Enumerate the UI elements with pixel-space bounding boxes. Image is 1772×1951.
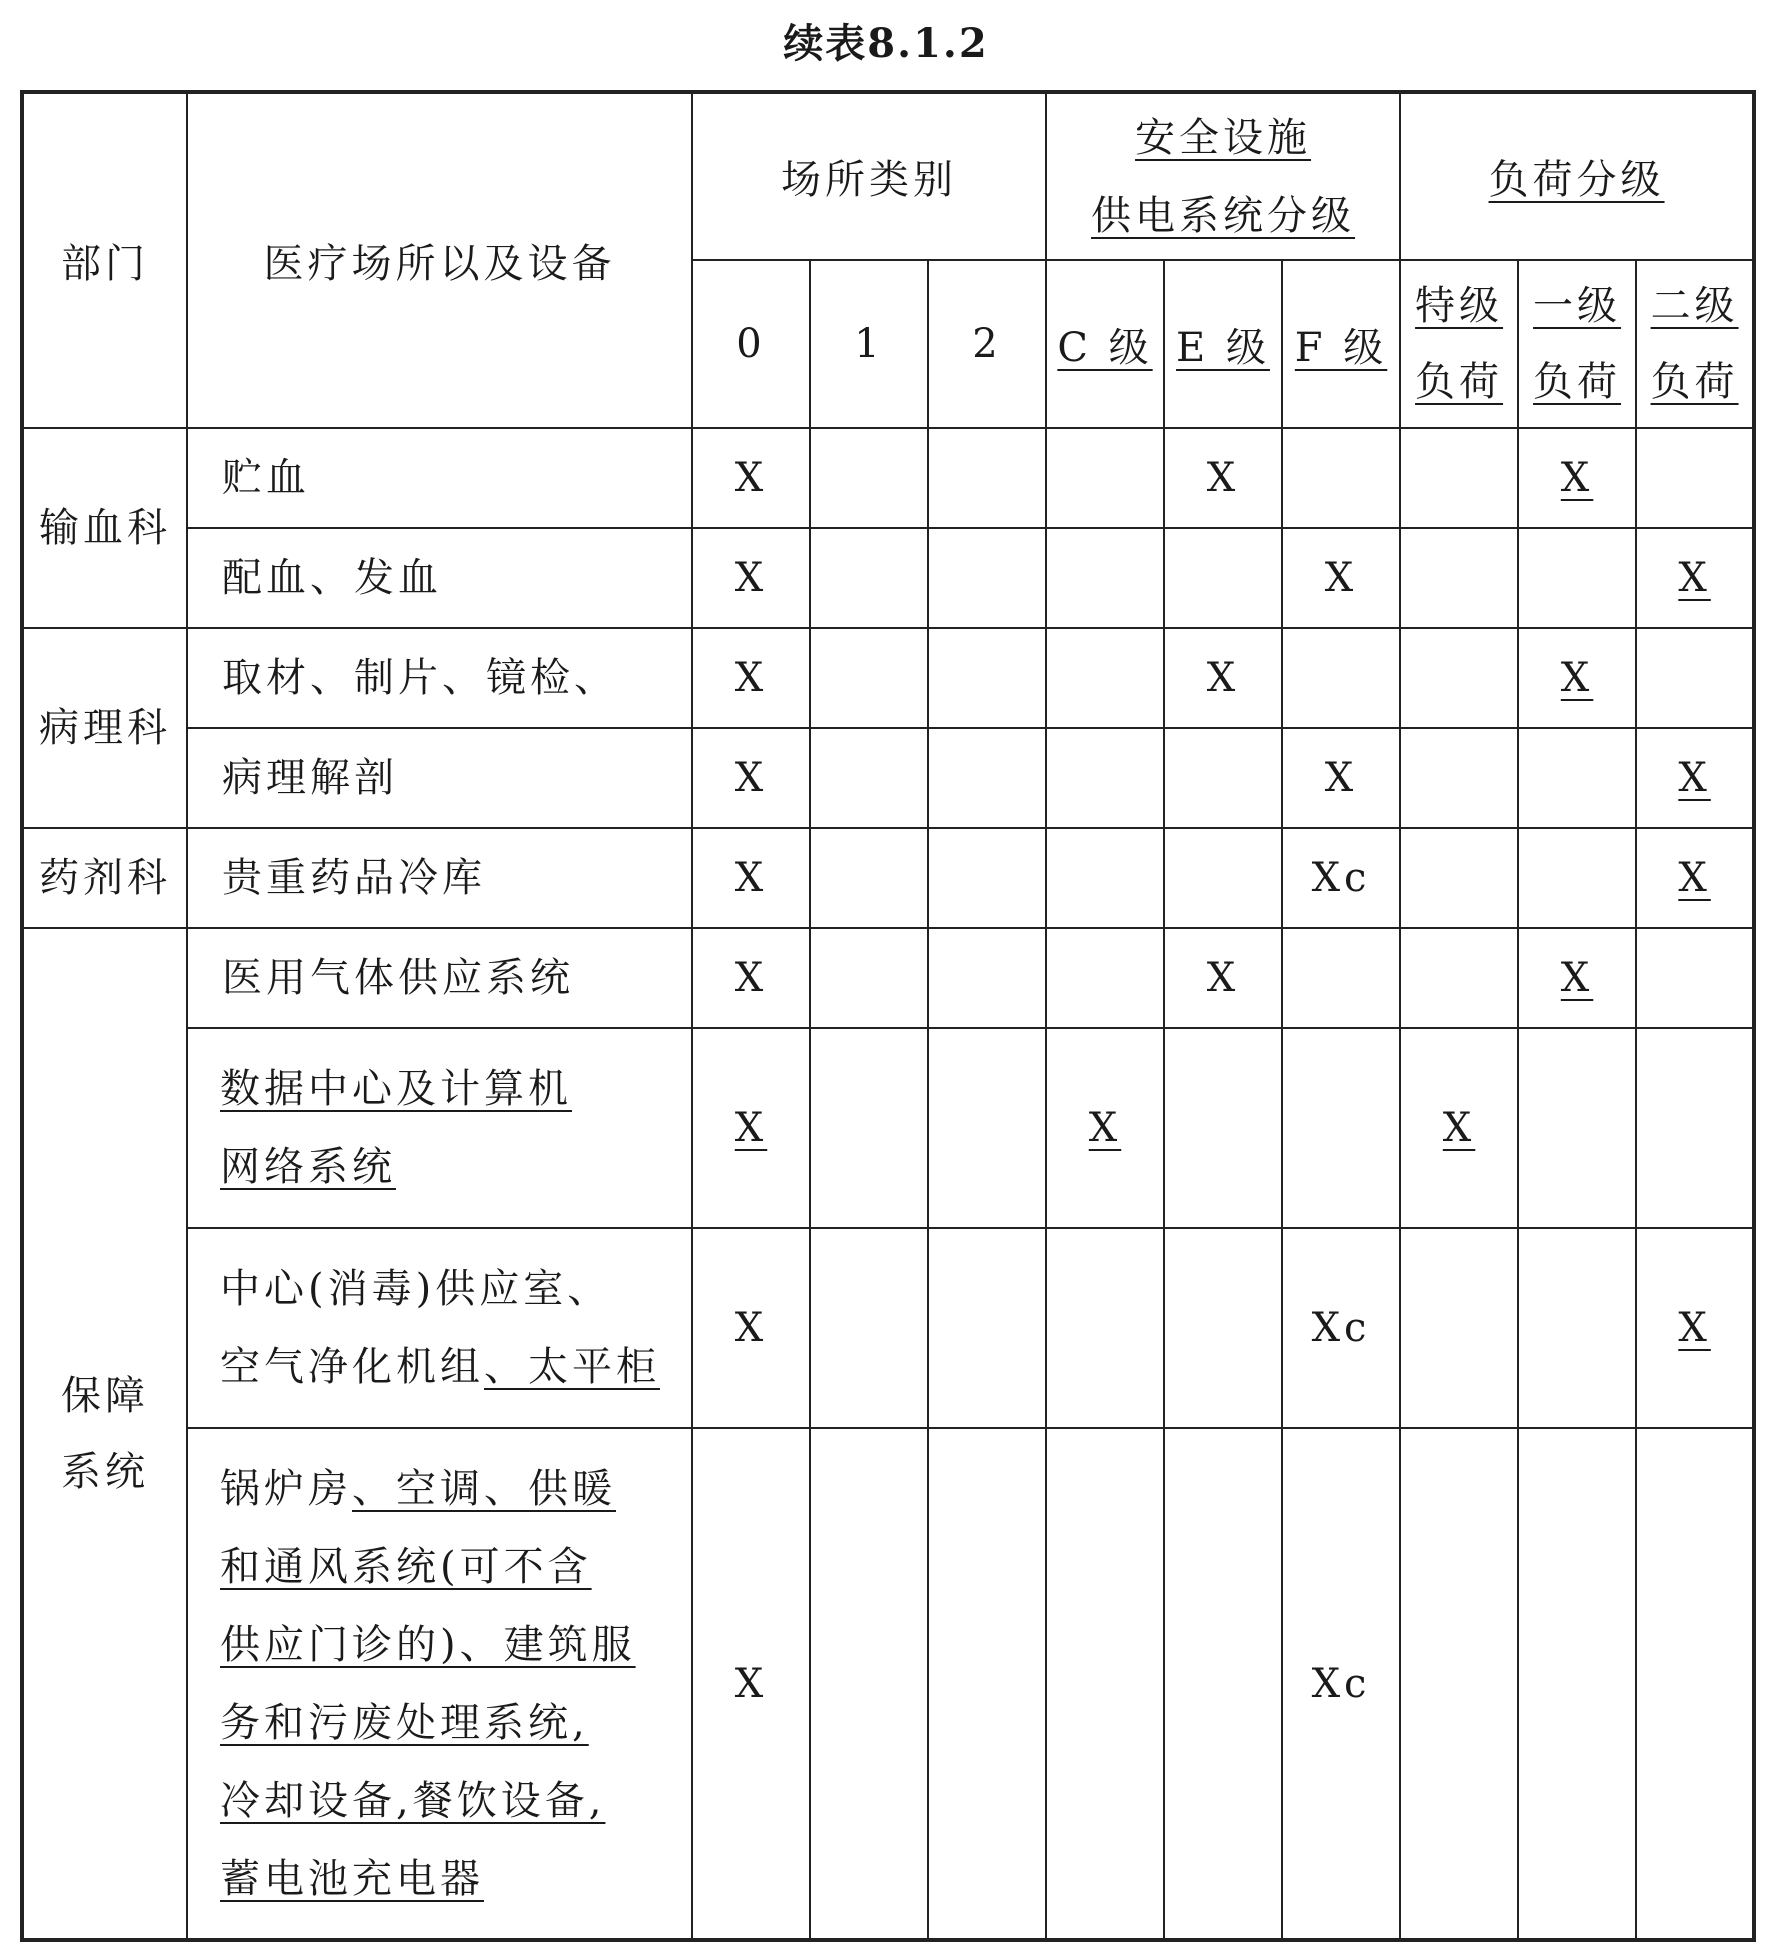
first-load-cell <box>1518 428 1636 528</box>
first-load-cell <box>1518 1028 1636 1228</box>
header-cat-2: 2 <box>928 260 1046 428</box>
cat0-mark: X <box>692 828 810 928</box>
facility-line: 数据中心及计算机 <box>220 1066 572 1112</box>
cat2-cell <box>928 628 1046 728</box>
header-category-group: 场所类别 <box>692 92 1046 260</box>
facility-cell: 取材、制片、镜检、 <box>187 628 692 728</box>
level-c-cell <box>1046 728 1164 828</box>
special-load-cell <box>1400 928 1518 1028</box>
cat0-mark: X <box>692 428 810 528</box>
facility-cell <box>187 1228 692 1428</box>
level-f-mark: Xc <box>1282 828 1400 928</box>
level-e-cell <box>1164 528 1282 628</box>
cat2-cell <box>928 528 1046 628</box>
facility-line-underlined: 蓄电池充电器 <box>220 1855 484 1902</box>
second-load-cell <box>1636 1428 1754 1940</box>
header-level-c <box>1046 260 1164 428</box>
cat1-cell <box>810 1428 928 1940</box>
cat1-cell <box>810 428 928 528</box>
header-special-line1: 特级 <box>1415 283 1504 329</box>
second-load-cell <box>1636 628 1754 728</box>
level-e-cell <box>1164 1028 1282 1228</box>
special-load-cell <box>1400 528 1518 628</box>
second-load-cell <box>1636 928 1754 1028</box>
cat2-cell <box>928 1428 1046 1940</box>
table-row <box>22 1228 1754 1428</box>
header-special-line2: 负荷 <box>1415 359 1504 405</box>
facility-line-underlined: 冷却设备,餐饮设备, <box>220 1777 606 1824</box>
level-f-cell <box>1282 1028 1400 1228</box>
header-safety-line1: 安全设施 <box>1135 114 1312 161</box>
table-row <box>22 928 1754 1028</box>
dept-transfusion: 输血科 <box>22 428 187 628</box>
level-e-cell <box>1164 728 1282 828</box>
cat0-cell <box>692 1028 810 1228</box>
level-f-mark: X <box>1282 528 1400 628</box>
facility-line-underlined: 、空调、供暖 <box>352 1465 616 1512</box>
level-c-cell <box>1046 828 1164 928</box>
level-e-mark: X <box>1164 928 1282 1028</box>
cat1-cell <box>810 828 928 928</box>
header-second-load <box>1636 260 1754 428</box>
level-c-cell <box>1046 928 1164 1028</box>
level-c-cell <box>1046 428 1164 528</box>
table-row <box>22 828 1754 928</box>
header-load-label: 负荷分级 <box>1488 157 1665 203</box>
special-load-cell <box>1400 728 1518 828</box>
header-level-f-label: F 级 <box>1294 324 1388 371</box>
header-second-line1: 二级 <box>1650 283 1739 329</box>
special-load-cell <box>1400 1428 1518 1940</box>
first-load-cell <box>1518 1428 1636 1940</box>
cat0-mark: X <box>692 928 810 1028</box>
facility-cell: 贵重药品冷库 <box>187 828 692 928</box>
cat1-cell <box>810 1228 928 1428</box>
cat1-cell <box>810 928 928 1028</box>
header-second-line2: 负荷 <box>1650 359 1739 405</box>
header-level-f <box>1282 260 1400 428</box>
table-title: 续表8.1.2 <box>783 20 989 67</box>
level-e-cell <box>1164 1228 1282 1428</box>
cat0-mark: X <box>692 728 810 828</box>
header-row-1 <box>22 92 1754 260</box>
cat0-mark: X <box>734 1105 768 1151</box>
header-facility: 医疗场所以及设备 <box>187 92 692 428</box>
level-c-cell <box>1046 528 1164 628</box>
cat2-cell <box>928 1228 1046 1428</box>
table-row <box>22 628 1754 728</box>
second-load-mark: X <box>1678 755 1711 801</box>
facility-cell: 配血、发血 <box>187 528 692 628</box>
dept-support-line1: 保障 <box>61 1372 149 1419</box>
dept-support-line2: 系统 <box>61 1448 149 1495</box>
level-f-cell <box>1282 928 1400 1028</box>
special-load-cell <box>1400 628 1518 728</box>
header-first-line2: 负荷 <box>1533 359 1622 405</box>
table-row <box>22 528 1754 628</box>
special-load-cell <box>1400 1028 1518 1228</box>
first-load-cell <box>1518 928 1636 1028</box>
cat0-mark: X <box>692 628 810 728</box>
cat2-cell <box>928 728 1046 828</box>
facility-line: 中心(消毒)供应室、 <box>220 1266 612 1312</box>
facility-line-underlined: 务和污废处理系统, <box>220 1699 589 1746</box>
level-c-cell <box>1046 1428 1164 1940</box>
dept-pathology: 病理科 <box>22 628 187 828</box>
facility-line: 网络系统 <box>220 1144 396 1190</box>
cat0-mark: X <box>692 1228 810 1428</box>
header-cat-0: 0 <box>692 260 810 428</box>
first-load-cell <box>1518 828 1636 928</box>
special-load-cell <box>1400 1228 1518 1428</box>
facility-line: 空气净化机组 <box>220 1344 484 1390</box>
cat1-cell <box>810 528 928 628</box>
cat2-cell <box>928 828 1046 928</box>
header-safety-line2: 供电系统分级 <box>1091 192 1356 239</box>
level-e-cell <box>1164 828 1282 928</box>
level-f-mark: Xc <box>1282 1428 1400 1940</box>
cat1-cell <box>810 628 928 728</box>
special-load-cell <box>1400 428 1518 528</box>
first-load-cell <box>1518 628 1636 728</box>
level-e-mark: X <box>1164 428 1282 528</box>
cat2-cell <box>928 928 1046 1028</box>
first-load-cell <box>1518 728 1636 828</box>
level-c-mark: X <box>1088 1105 1122 1151</box>
level-f-cell <box>1282 628 1400 728</box>
facility-line-underlined: 和通风系统(可不含 <box>220 1543 592 1590</box>
second-load-mark: X <box>1678 855 1711 901</box>
second-load-mark: X <box>1678 1305 1711 1351</box>
table-row <box>22 728 1754 828</box>
facility-cell: 病理解剖 <box>187 728 692 828</box>
second-load-cell <box>1636 828 1754 928</box>
first-load-mark: X <box>1560 955 1594 1001</box>
level-f-mark: X <box>1282 728 1400 828</box>
power-supply-table <box>20 90 1756 1942</box>
first-load-mark: X <box>1560 655 1594 701</box>
header-cat-1: 1 <box>810 260 928 428</box>
dept-support-system <box>22 928 187 1940</box>
facility-cell: 医用气体供应系统 <box>187 928 692 1028</box>
dept-pharmacy: 药剂科 <box>22 828 187 928</box>
special-load-mark: X <box>1442 1105 1476 1151</box>
level-f-mark: Xc <box>1282 1228 1400 1428</box>
table-row <box>22 1028 1754 1228</box>
level-c-cell <box>1046 628 1164 728</box>
first-load-mark: X <box>1560 455 1594 501</box>
facility-line-underlined: 供应门诊的)、建筑服 <box>220 1621 636 1668</box>
first-load-cell <box>1518 528 1636 628</box>
cat0-mark: X <box>692 528 810 628</box>
level-c-cell <box>1046 1228 1164 1428</box>
second-load-cell <box>1636 528 1754 628</box>
second-load-cell <box>1636 428 1754 528</box>
cat2-cell <box>928 428 1046 528</box>
first-load-cell <box>1518 1228 1636 1428</box>
table-row <box>22 1428 1754 1940</box>
second-load-cell <box>1636 1028 1754 1228</box>
level-c-cell <box>1046 1028 1164 1228</box>
header-level-c-label: C 级 <box>1057 324 1153 371</box>
header-safety-group <box>1046 92 1400 260</box>
cat0-mark: X <box>692 1428 810 1940</box>
cat1-cell <box>810 728 928 828</box>
level-e-cell <box>1164 1428 1282 1940</box>
facility-cell <box>187 1028 692 1228</box>
facility-cell: 贮血 <box>187 428 692 528</box>
facility-line-underlined: 、太平柜 <box>484 1344 660 1390</box>
facility-line: 锅炉房 <box>220 1465 352 1512</box>
header-special-load <box>1400 260 1518 428</box>
second-load-cell <box>1636 728 1754 828</box>
second-load-cell <box>1636 1228 1754 1428</box>
header-level-e-label: E 级 <box>1176 324 1270 371</box>
header-department: 部门 <box>22 92 187 428</box>
header-first-line1: 一级 <box>1533 283 1622 329</box>
second-load-mark: X <box>1678 555 1711 601</box>
special-load-cell <box>1400 828 1518 928</box>
level-f-cell <box>1282 428 1400 528</box>
header-level-e <box>1164 260 1282 428</box>
level-e-mark: X <box>1164 628 1282 728</box>
cat2-cell <box>928 1028 1046 1228</box>
header-load-group <box>1400 92 1754 260</box>
cat1-cell <box>810 1028 928 1228</box>
facility-cell <box>187 1428 692 1940</box>
header-first-load <box>1518 260 1636 428</box>
table-row <box>22 428 1754 528</box>
